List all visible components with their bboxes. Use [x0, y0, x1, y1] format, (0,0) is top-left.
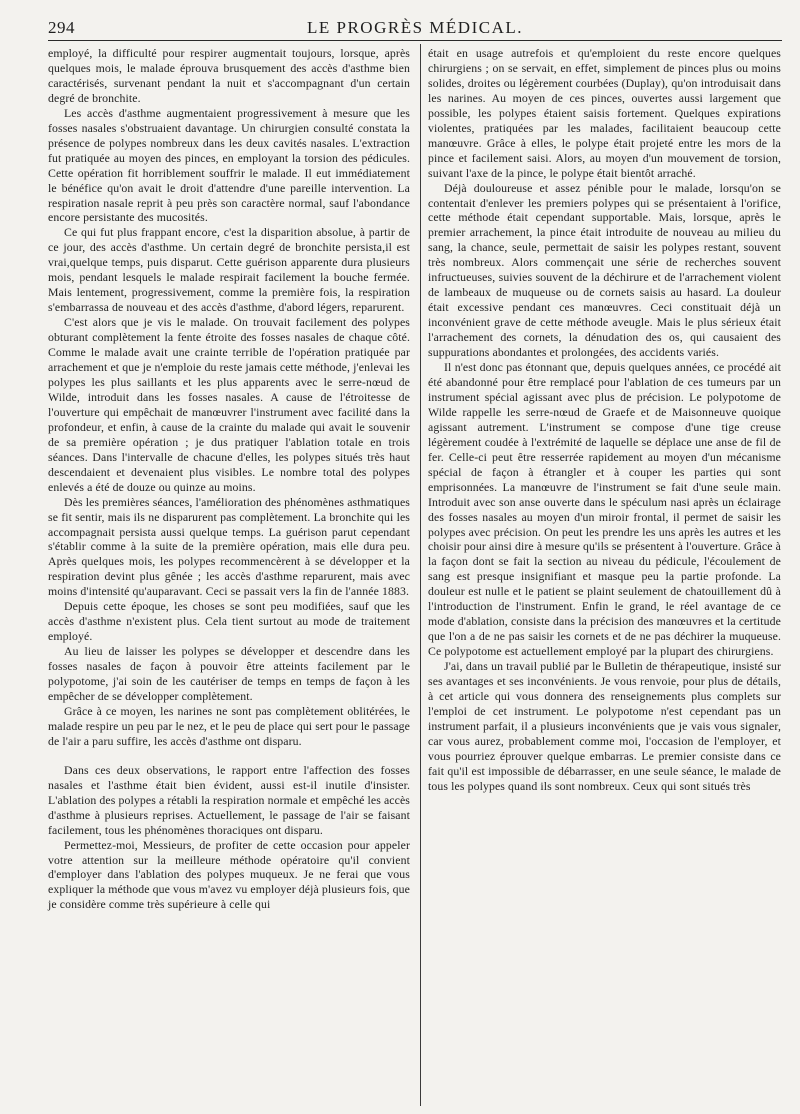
paragraph: employé, la difficulté pour respirer augmentait toujours, lorsque, après quelques mois, le malade éprouva brusquement des accès d'asthme bien caractérisés, survenant pendant la nuit et s'accompagnant d'un certain degré de bronchite.: [48, 46, 410, 105]
paragraph: Déjà douloureuse et assez pénible pour le malade, lorsqu'on se contentait d'enlever les premiers polypes qui se présentaient à l'orifice, cette méthode était cependant supportable. Mais, lorsque, après le premier arrachement, la pince était introduite de nouveau au milieu du sang, la chance, seule, permettait de saisir les polypes restant, souvent très nombreux. Alors commençait une série de recherches souvent infructueuses, suivies souvent de la déchirure et de l'arrachement violent de lambeaux de muqueuse ou de cornets saisis au hasard. La douleur était excessive pendant ces manœuvres. Ceci constituait déjà un inconvénient grave de cette méthode aveugle. Mais le plus sérieux était l'arrachement des cornets, la dénudation des os, qui causaient des suppurations abondantes et prolongées, des accidents variés.: [428, 180, 781, 360]
paragraph: était en usage autrefois et qu'emploient du reste encore quelques chirurgiens ; on se servait, en effet, simplement de pinces plus ou moins solides, droites ou légèrement courbées (Duplay), qu'on introduisait dans les narines. Au moyen de ces pinces, ouvertes aussi largement que possible, les polypes étaient saisis fortement. Quelques expirations violentes, pratiquées par les malades, facilitaient beaucoup cette manœuvre. Grâce à elles, le polype était projeté entre les mors de la pince et facilement saisi. Alors, au moyen d'un mouvement de torsion, suivant l'axe de la pince, le polype était bientôt arraché.: [428, 46, 781, 180]
right-column: [428, 46, 781, 794]
paragraph: Dès les premières séances, l'amélioration des phénomènes asthmatiques se fit sentir, mais ils ne disparurent pas complètement. La bronchite qui les accompagnait persista aussi quelque temps. La guérison parut cependant s'établir comme à la suite de la première opération, mais elle dura peu. Après quelques mois, les polypes recommencèrent à se développer et la respiration devint plus gênée ; les accès d'asthme reparurent, mais avec moins d'intensité qu'auparavant. Ceci se passait vers la fin de l'année 1883.: [48, 494, 410, 599]
paragraph: Depuis cette époque, les choses se sont peu modifiées, sauf que les accès d'asthme n'existent plus. Cela tient surtout au mode de traitement employé.: [48, 599, 410, 644]
paragraph: Grâce à ce moyen, les narines ne sont pas complètement oblitérées, le malade respire un peu par le nez, et le peu de place qui sert pour le passage de l'air a paru suffire, les accès d'asthme ont disparu.: [48, 703, 410, 748]
header-rule: [48, 40, 782, 41]
paragraph: Permettez-moi, Messieurs, de profiter de cette occasion pour appeler votre attention sur la meilleure méthode opératoire qu'il convient d'employer dans l'ablation des polypes muqueux. Je ne ferai que vous expliquer la méthode que vous m'avez vu employer déjà plusieurs fois, que je considère comme très supérieure à celle qui: [48, 837, 410, 912]
paragraph: Il n'est donc pas étonnant que, depuis quelques années, ce procédé ait été abandonné pour être remplacé pour l'ablation de ces tumeurs par un instrument spécial agissant avec plus de précision. Le polypotome de Wilde rappelle les serre-nœud de Graefe et de Maisonneuve quoique agissant autrement. L'instrument se compose d'une tige creuse légèrement coudée à l'extrémité de laquelle se déplace une anse de fil de fer. Celle-ci peut être resserrée rapidement au moyen d'un mécanisme spécial de façon à étrangler et à couper les parties qui sont emprisonnées. La manœuvre de l'instrument se fait d'une seule main. Introduit avec son anse ouverte dans le spéculum nasi après un éclairage des fosses nasales au moyen d'un miroir frontal, il permet de saisir les polypes avec précision. On peut les prendre les uns après les autres et les choisir pour ainsi dire à mesure qu'ils se présentent à l'ouverture. Grâce à la façon dont se fait la section au niveau du pédicule, l'écoulement de sang est presque insignifiant et masque peu la partie profonde. La douleur est nulle et le patient se plaint seulement de chatouillement dû à l'introduction de l'instrument. Enfin le grand, le réel avantage de ce mode d'ablation, consiste dans la précision des manœuvres et la certitude que l'on a de ne pas saisir les cornets et de ne pas déchirer la muqueuse. Ce polypotome est actuellement employé par la plupart des chirurgiens.: [428, 360, 781, 659]
paragraph: J'ai, dans un travail publié par le Bulletin de thérapeutique, insisté sur ses avantages et ses inconvénients. Je vous renvoie, pour plus de détails, à cet article qui vous donnera des renseignements plus complets sur l'emploi de cet instrument. Le polypotome n'est cependant pas un instrument parfait, il a plusieurs inconvénients que je vais vous signaler, car vous aurez, probablement comme moi, l'occasion de l'employer, et vous pourriez éprouver quelque embarras. Le premier consiste dans ce fait qu'il est impossible de débarrasser, en une seule séance, le malade de tous les polypes quand ils sont nombreux. Ceux qui sont situés très: [428, 659, 781, 793]
page-number: 294: [48, 18, 75, 37]
paragraph: C'est alors que je vis le malade. On trouvait facilement des polypes obturant complètement la fente étroite des fosses nasales de chaque côté. Comme le malade avait une crainte terrible de l'opération pratiquée par arrachement et que je n'emploie du reste jamais cette méthode, j'enlevai les polypes les plus saillants et les plus apparents avec le serre-nœud de Wilde, introduit dans les fosses nasales. A cause de l'étroitesse de l'ouverture qui empêchait de manœuvrer l'instrument avec facilité dans la profondeur, et enfin, à cause de la crainte du malade qui avait le souvenir de sa première opération ; je dus pratiquer l'ablation totale en trois séances. Dans l'intervalle de chacune d'elles, les polypes situés très haut descendaient et devenaient plus visibles. Le nombre total des polypes enlevés a été de douze ou quinze au moins.: [48, 315, 410, 494]
paragraph: Dans ces deux observations, le rapport entre l'affection des fosses nasales et l'asthme était bien évident, aussi est-il inutile d'insister. L'ablation des polypes a rétabli la respiration normale et empêché les accès d'asthme à plusieurs reprises. Actuellement, le passage de l'air se faisant facilement, tous les phénomènes thoraciques ont disparu.: [48, 762, 410, 837]
page-header: [48, 16, 782, 38]
paragraph: Ce qui fut plus frappant encore, c'est la disparition absolue, à partir de ce jour, des accès d'asthme. Un certain degré de bronchite persista,il est vrai,quelque temps, puis disparut. Cette guérison apparente dura plusieurs mois, pendant lesquels le malade respirait facilement la bouche fermée. Mais lentement, progressivement, comme la première fois, la respiration s'embarrassa de nouveau et des accès d'asthme, d'abord légers, reparurent.: [48, 225, 410, 315]
journal-title: LE PROGRÈS MÉDICAL.: [307, 18, 523, 37]
left-column: [48, 46, 410, 912]
column-divider: [420, 44, 421, 1106]
paragraph: Les accès d'asthme augmentaient progressivement à mesure que les fosses nasales s'obstruaient davantage. Un chirurgien consulté constata la présence de polypes nombreux dans les deux cavités nasales. L'extraction fut pratiquée au moyen des pinces, en employant la torsion des pédicules. Cette opération fit horriblement souffrir le malade. Il eut immédiatement le bénéfice qu'on avait le droit d'attendre d'une pareille intervention. La respiration nasale reprit à peu près son caractère normal, sauf l'abondance encore persistante des mucosités.: [48, 105, 410, 225]
paragraph: Au lieu de laisser les polypes se développer et descendre dans les fosses nasales de façon à pouvoir être atteints facilement par le polypotome, j'ai soin de les cautériser de temps en temps de façon à les empêcher de se développer complètement.: [48, 644, 410, 703]
